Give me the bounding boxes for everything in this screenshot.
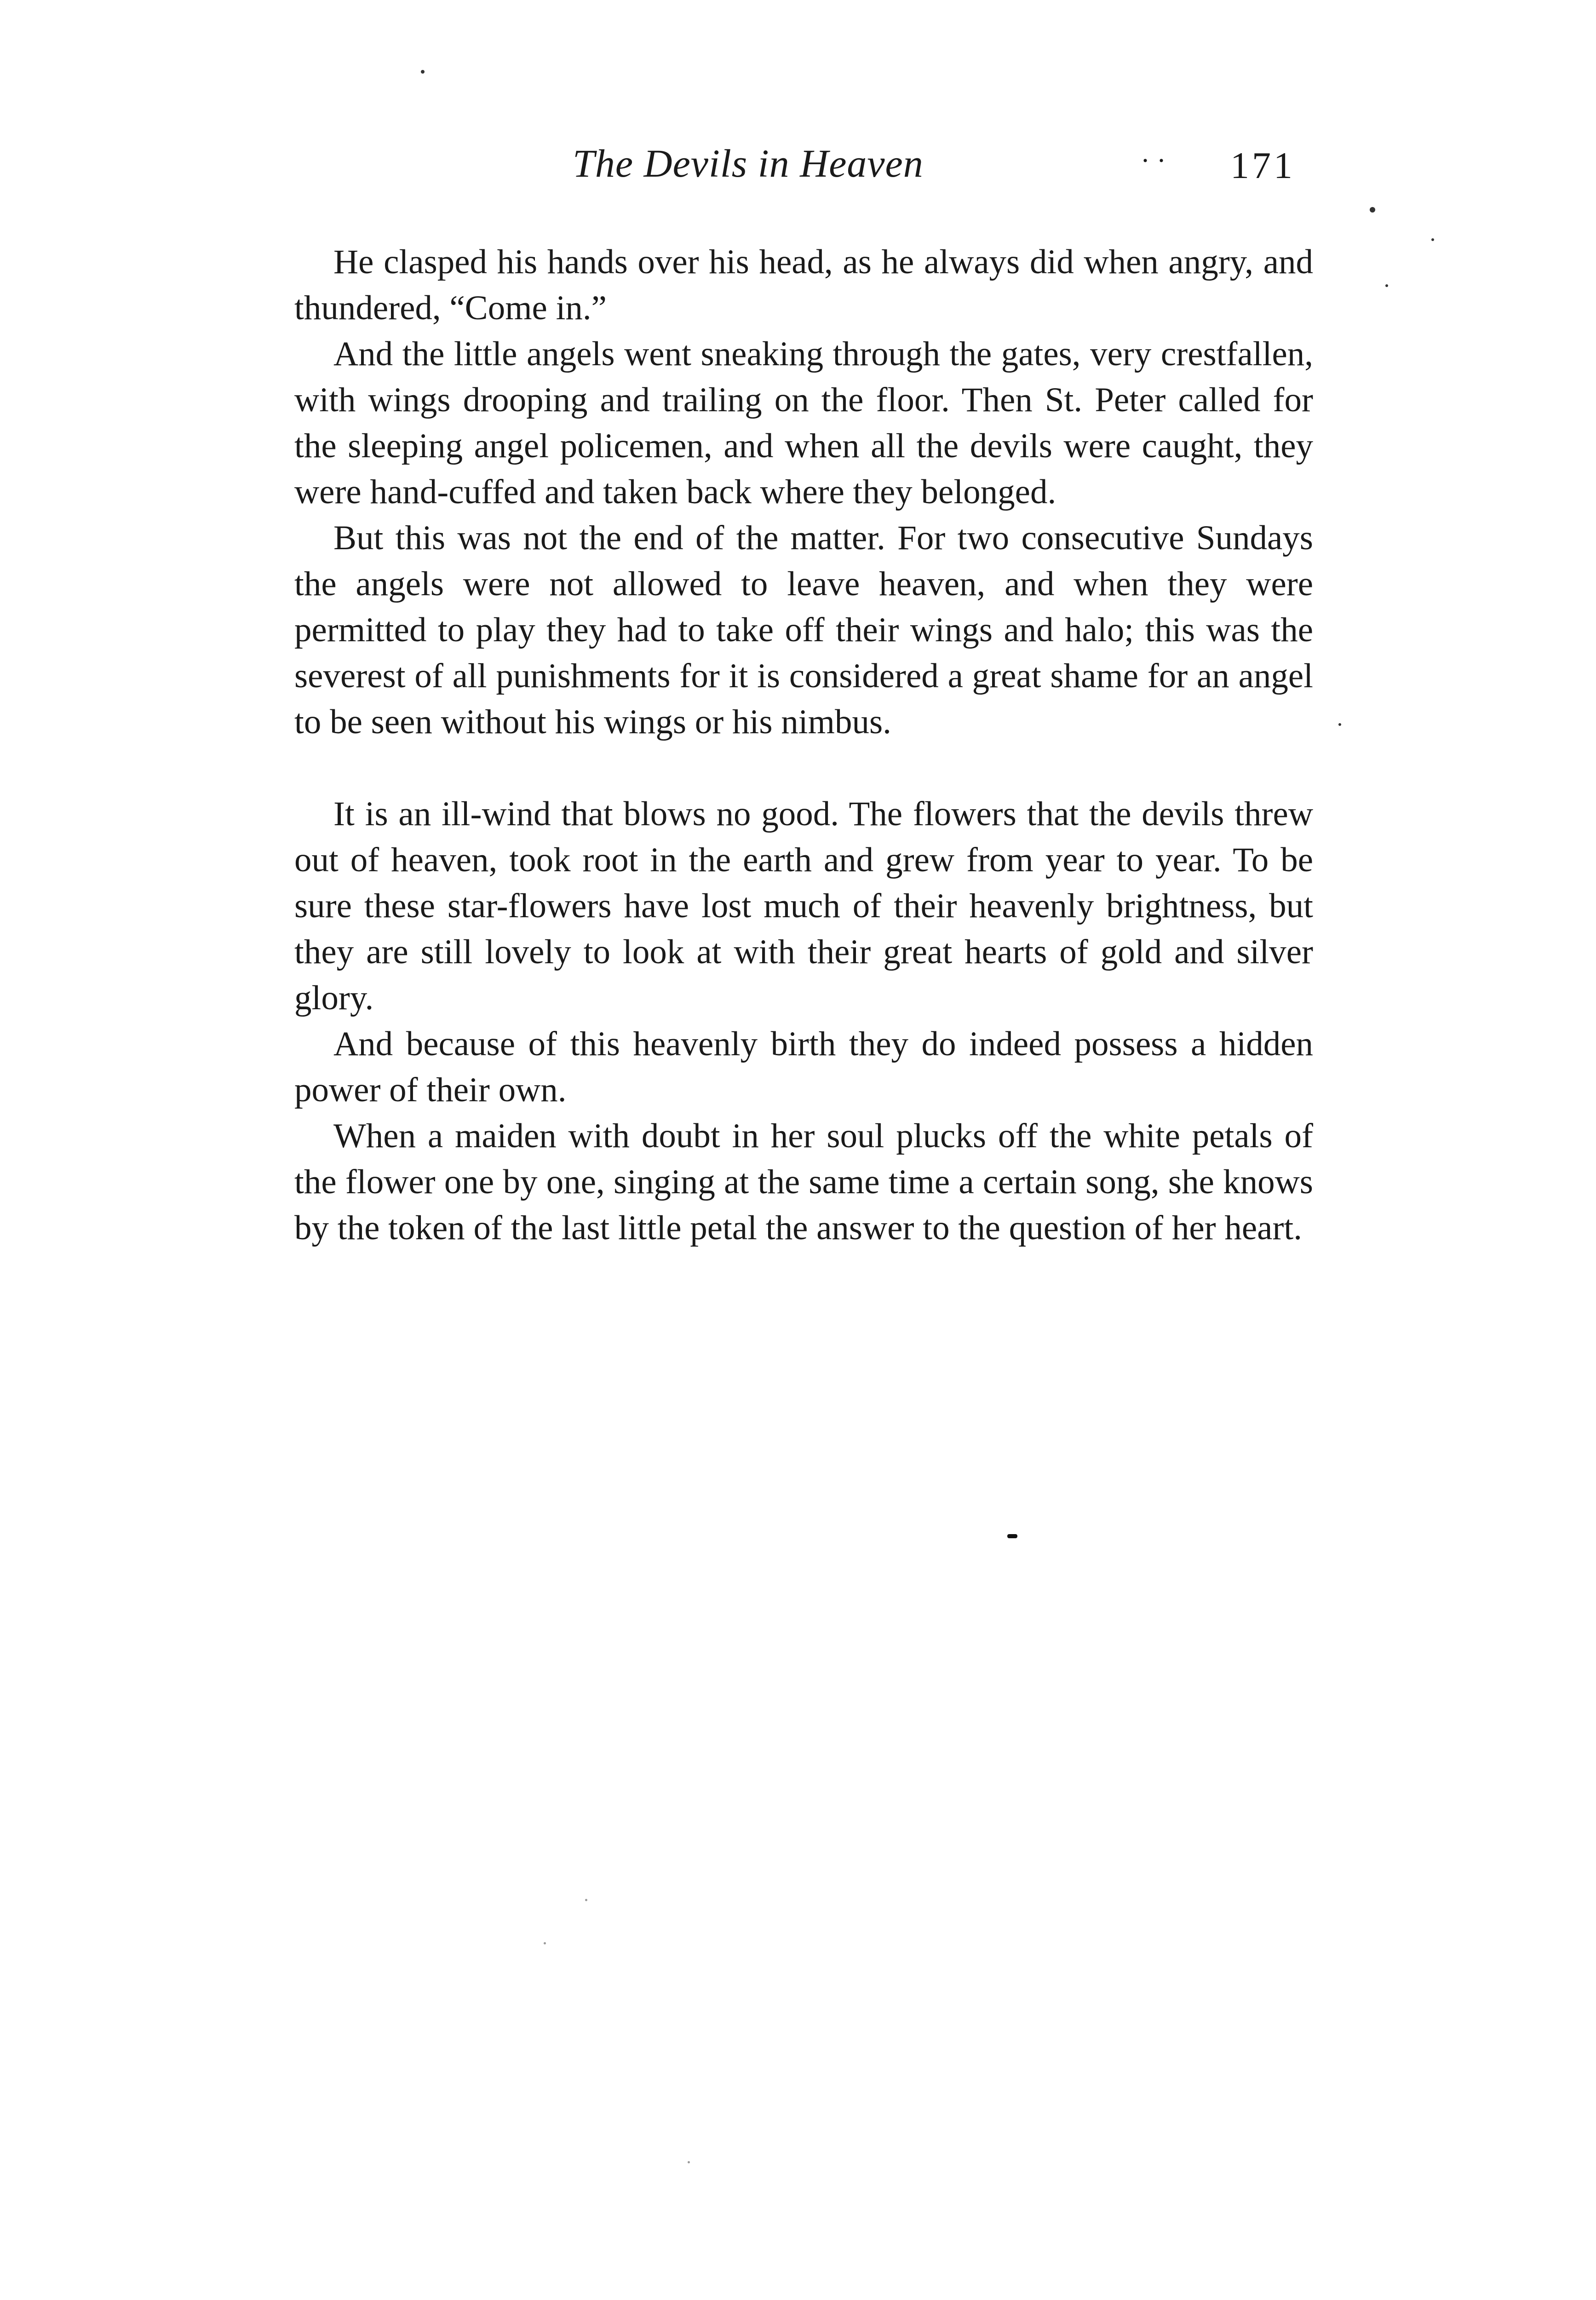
scan-speck [688, 2161, 690, 2163]
running-head [0, 140, 1596, 196]
paragraph: He clasped his hands over his head, as he always did when angry, and thundered, “Come in.” [294, 243, 1313, 327]
body-text [294, 239, 1313, 1251]
paragraph: It is an ill-wind that blows no good. The flowers that the devils threw out of heaven, took root in the earth and grew from year to year. To be sure these star-flowers have lost much of their heavenly brightness, but they are still lovely to look at with their great hearts of gold and silver glory. [294, 795, 1313, 1017]
scan-speck [1431, 238, 1434, 241]
scan-speck [544, 1942, 546, 1944]
section-break [294, 745, 1313, 791]
page-number: 171 [1230, 144, 1295, 186]
paragraph: But this was not the end of the matter. For two consecutive Sundays the angels were not allowed to leave heaven, and when they were permitted to play they had to take off their wings and halo; this was the severest of all punishments for it is considered a great shame for an angel to be seen without his wings or his nimbus. [294, 519, 1313, 741]
paragraph: And because of this heavenly birth they do indeed possess a hidden power of their own. [294, 1025, 1313, 1109]
scan-speck [421, 70, 425, 74]
running-title: The Devils in Heaven [573, 141, 924, 185]
scan-speck [1007, 1534, 1017, 1538]
paragraph: When a maiden with doubt in her soul plucks off the white petals of the flower one by one, singing at the same time a certain song, she knows by the token of the last little petal the answer to the question of her heart. [294, 1117, 1313, 1247]
scan-speck [585, 1899, 587, 1901]
scan-speck [1385, 284, 1388, 287]
paragraph: And the little angels went sneaking through the gates, very crestfallen, with wings drooping and trailing on the floor. Then St. Peter called for the sleeping angel policemen, and when all the devils were caught, they were hand-cuffed and taken back where they belonged. [294, 335, 1313, 511]
ornament-dots: · · [1141, 145, 1166, 176]
scan-speck [1338, 723, 1341, 726]
scan-speck [1370, 207, 1375, 213]
